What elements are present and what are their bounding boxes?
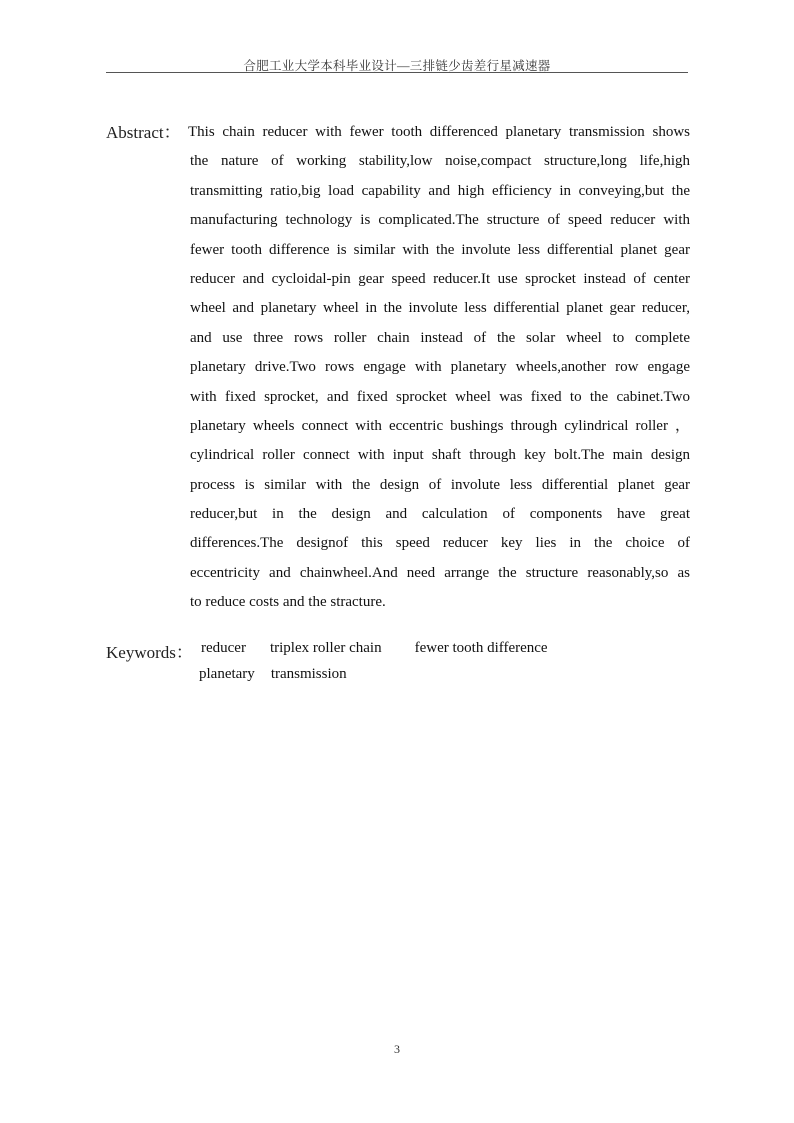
abstract-line: planetary wheels connect with eccentric bushings through cylindrical roller ， — [190, 417, 690, 434]
keywords-row-1 — [201, 640, 548, 657]
abstract-section — [106, 118, 690, 618]
keywords-label: Keywords： — [106, 643, 193, 662]
abstract-line: process is similar with the design of involute less differential planet gear — [190, 476, 690, 493]
page-number: 3 — [394, 1042, 400, 1056]
abstract-line: cylindrical roller connect with input shaft through key bolt.The main design — [190, 447, 690, 464]
abstract-line: planetary drive.Two rows engage with planetary wheels,another row engage — [190, 359, 690, 376]
abstract-line: wheel and planetary wheel in the involute less differential planet gear reducer, — [190, 300, 690, 317]
abstract-line: with fixed sprocket, and fixed sprocket wheel was fixed to the cabinet.Two — [190, 388, 690, 405]
keyword: transmission — [270, 666, 347, 682]
keyword: reducer — [201, 640, 246, 656]
abstract-label: Abstract： — [106, 123, 181, 142]
abstract-line: reducer and cycloidal-pin gear speed reducer.It use sprocket instead of center — [190, 270, 690, 287]
abstract-line: eccentricity and chainwheel.And need arrange the structure reasonably,so as — [190, 564, 690, 581]
abstract-line: to reduce costs and the stracture. — [190, 594, 386, 611]
abstract-line: and use three rows roller chain instead of the solar wheel to complete — [190, 329, 690, 346]
abstract-line: transmitting ratio,big load capability and high efficiency in conveying,but the — [190, 182, 690, 199]
keyword: triplex roller chain — [269, 640, 382, 656]
keyword: fewer tooth difference — [414, 640, 548, 656]
running-header: 合肥工业大学本科毕业设计—三排链少齿差行星减速器 — [243, 59, 551, 73]
abstract-line: This chain reducer with fewer tooth differenced planetary transmission shows — [188, 124, 690, 140]
keywords-row-2 — [199, 666, 347, 683]
abstract-line: the nature of working stability,low noise,compact structure,long life,high — [190, 153, 690, 170]
abstract-line: manufacturing technology is complicated.The structure of speed reducer with — [190, 212, 690, 229]
abstract-body — [190, 118, 690, 618]
abstract-line: reducer,but in the design and calculation of components have great — [190, 506, 690, 523]
abstract-line: differences.The designof this speed reducer key lies in the choice of — [190, 535, 690, 552]
keyword: planetary — [199, 666, 255, 682]
abstract-line: fewer tooth difference is similar with the involute less differential planet gear — [190, 241, 690, 258]
header-rule — [106, 72, 688, 73]
